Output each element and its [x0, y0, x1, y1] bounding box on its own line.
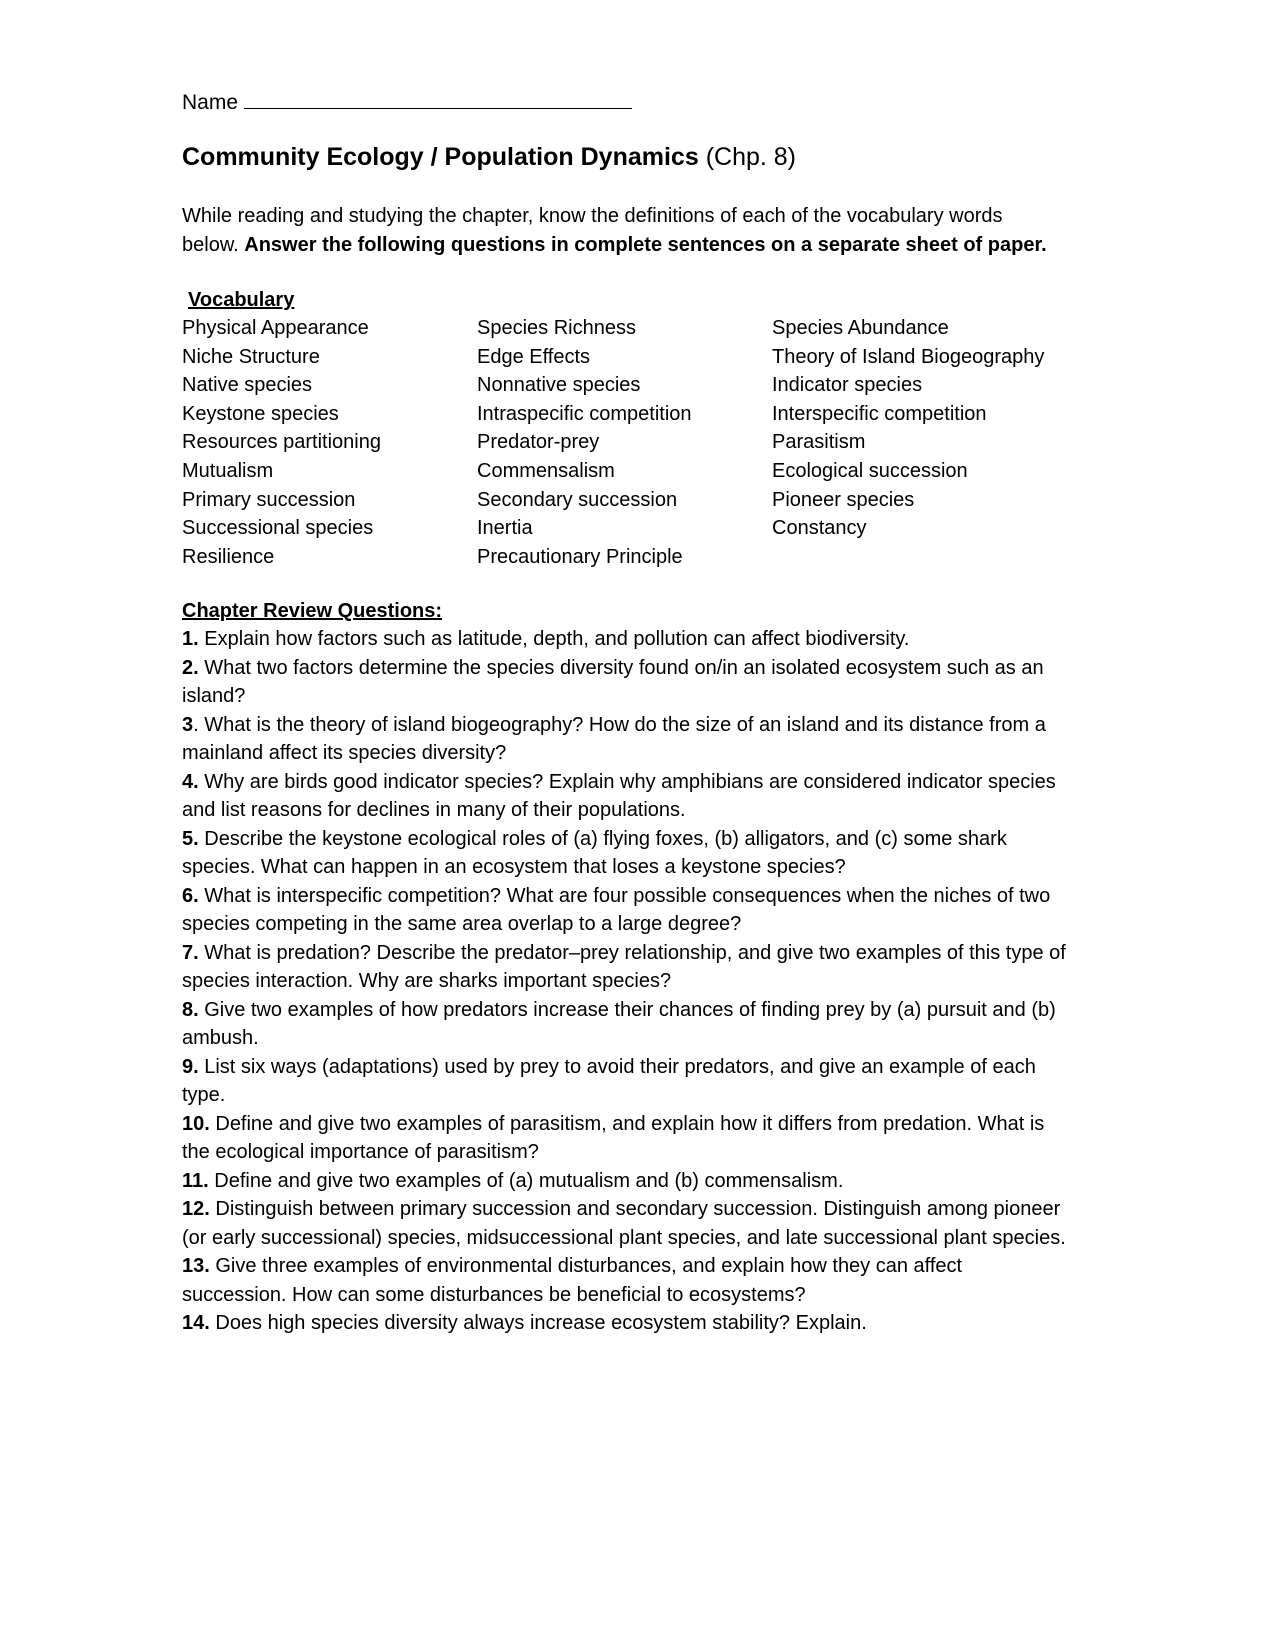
vocabulary-term: Secondary succession — [477, 488, 678, 511]
question-text: List six ways (adaptations) used by prey to avoid their predators, and give an example of each type. — [182, 1055, 1036, 1107]
question-item — [182, 996, 1067, 1053]
question-number: 5. — [182, 827, 199, 850]
vocabulary-term: Predator-prey — [477, 431, 600, 454]
question-item — [182, 1110, 1067, 1167]
question-text: Why are birds good indicator species? Explain why amphibians are considered indicator species and list reasons for declines in many of their populations. — [182, 770, 1056, 822]
vocabulary-term: Parasitism — [772, 431, 866, 454]
question-item — [182, 768, 1067, 825]
question-text: Describe the keystone ecological roles of (a) flying foxes, (b) alligators, and (c) some shark species. What can happen in an ecosystem that loses a keystone species? — [182, 827, 1007, 879]
instructions — [182, 202, 1062, 259]
vocabulary-term: Native species — [182, 374, 313, 397]
question-text: What two factors determine the species diversity found on/in an isolated ecosystem such as an island? — [182, 656, 1044, 708]
question-text: What is interspecific competition? What are four possible consequences when the niches of two species competing in the same area overlap to a large degree? — [182, 884, 1051, 936]
question-item — [182, 939, 1067, 996]
title-chapter: (Chp. 8) — [698, 143, 797, 171]
vocabulary-grid — [182, 314, 1082, 571]
vocabulary-term: Physical Appearance — [182, 317, 369, 339]
question-text: Define and give two examples of parasitism, and explain how it differs from predation. What is the ecological importance of parasitism? — [182, 1112, 1045, 1164]
vocabulary-term: Interspecific competition — [772, 402, 987, 425]
question-number: 2. — [182, 656, 199, 679]
question-text: What is predation? Describe the predator–prey relationship, and give two examples of this type of species interaction. Why are sharks important species? — [182, 941, 1066, 993]
vocabulary-heading: Vocabulary — [188, 289, 295, 311]
question-number: 14. — [182, 1312, 210, 1335]
question-text: Distinguish between primary succession and secondary succession. Distinguish among pioneer (or early successional) species, midsuccessional plant species, and late successional plant species. — [182, 1198, 1066, 1249]
page-title — [182, 140, 1082, 174]
vocabulary-term: Niche Structure — [182, 345, 320, 368]
question-text: Does high species diversity always increase ecosystem stability? Explain. — [209, 1312, 867, 1335]
vocabulary-term: Ecological succession — [772, 459, 968, 482]
question-item — [182, 1252, 1067, 1309]
question-text: Give three examples of environmental disturbances, and explain how they can affect succession. How can some disturbances be beneficial to ecosystems? — [182, 1255, 963, 1306]
name-label: Name — [182, 91, 239, 114]
question-item — [182, 882, 1067, 939]
question-number: 1. — [182, 628, 199, 651]
question-text: Define and give two examples of (a) mutualism and (b) commensalism. — [208, 1169, 844, 1192]
vocabulary-term: Primary succession — [182, 488, 356, 511]
question-item — [182, 1053, 1067, 1110]
vocabulary-term: Theory of Island Biogeography — [772, 345, 1045, 368]
question-text: Explain how factors such as latitude, depth, and pollution can affect biodiversity. — [198, 628, 910, 651]
name-line — [182, 88, 1082, 118]
question-number: 6. — [182, 884, 199, 907]
question-item — [182, 625, 1067, 654]
question-number: 12. — [182, 1198, 210, 1221]
question-number: 3 — [182, 713, 194, 736]
title-main: Community Ecology / Population Dynamics — [182, 143, 699, 171]
vocabulary-term: Edge Effects — [477, 345, 591, 368]
vocabulary-term: Inertia — [477, 517, 533, 540]
vocabulary-term: Constancy — [772, 517, 867, 540]
instructions-bold: Answer the following questions in complete sentences on a separate sheet of paper. — [244, 233, 1047, 256]
questions-list — [182, 625, 1082, 1338]
vocabulary-term: Species Richness — [477, 317, 636, 339]
vocabulary-term: Keystone species — [182, 402, 339, 425]
question-number: 4. — [182, 770, 199, 793]
questions-heading: Chapter Review Questions: — [182, 600, 443, 623]
question-number: 11. — [182, 1169, 209, 1192]
question-item — [182, 825, 1067, 882]
instructions-text: While reading and studying the chapter, know the definitions of each of the vocabulary words below. — [182, 205, 1003, 256]
question-number: 13. — [182, 1255, 210, 1278]
question-number: 7. — [182, 941, 199, 964]
question-text: . What is the theory of island biogeography? How do the size of an island and its distance from a mainland affect its species diversity? — [182, 713, 1046, 765]
question-number: 8. — [182, 998, 199, 1021]
question-item — [182, 654, 1067, 711]
worksheet-page — [182, 88, 1082, 1338]
question-number: 9. — [182, 1055, 199, 1078]
vocabulary-term: Species Abundance — [772, 317, 949, 339]
vocabulary-term: Commensalism — [477, 459, 615, 482]
question-number: 10. — [182, 1112, 210, 1135]
vocabulary-term: Mutualism — [182, 459, 274, 482]
vocabulary-term: Indicator species — [772, 374, 923, 397]
vocabulary-term — [772, 543, 1082, 572]
question-item — [182, 1167, 1067, 1196]
question-item — [182, 711, 1067, 768]
vocabulary-term: Precautionary Principle — [477, 545, 683, 568]
vocabulary-term: Resources partitioning — [182, 431, 381, 454]
name-blank — [244, 88, 632, 109]
question-item — [182, 1309, 1067, 1338]
vocabulary-term: Resilience — [182, 545, 275, 568]
question-text: Give two examples of how predators increase their chances of finding prey by (a) pursuit and (b) ambush. — [182, 998, 1056, 1050]
vocabulary-term: Successional species — [182, 517, 374, 540]
vocabulary-term: Intraspecific competition — [477, 402, 692, 425]
vocabulary-term: Nonnative species — [477, 374, 641, 397]
question-item — [182, 1195, 1067, 1252]
vocabulary-term: Pioneer species — [772, 488, 915, 511]
